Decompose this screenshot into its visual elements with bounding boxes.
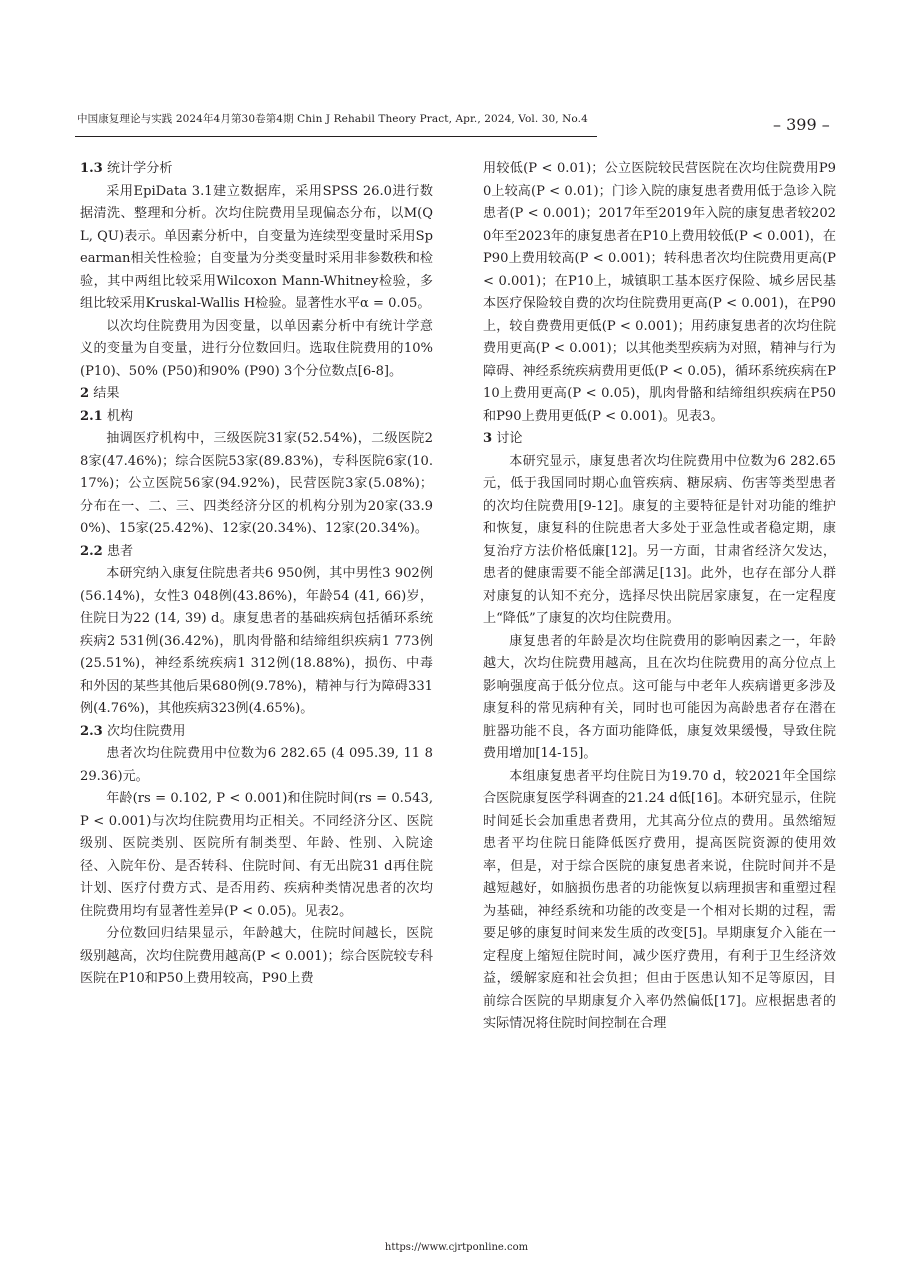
paragraph: 患者次均住院费用中位数为6 282.65 (4 095.39, 11 829.36)元。 [80, 746, 433, 784]
paragraph: 抽调医疗机构中，三级医院31家(52.54%)，二级医院28家(47.46%)；综合医院53家(89.83%)，专科医院6家(10.17%)；公立医院56家(94.92%)，民营医院3家(5.08%)；分布在一、二、三、四类经济分区的机构分别为20家(33.90%)、15家(25.42%)、12家(20.34%)、12家(20.34%)。 [80, 431, 433, 536]
section-title: 患者 [106, 543, 134, 559]
section-number: 2.1 [80, 408, 103, 424]
section-title: 结果 [93, 386, 120, 401]
header-rule [75, 136, 597, 137]
left-column [80, 158, 433, 991]
section-heading [483, 428, 836, 451]
section-heading [80, 158, 433, 181]
paragraph: 康复患者的年龄是次均住院费用的影响因素之一，年龄越大，次均住院费用越高，且在次均住院费用的高分位点上影响强度高于低分位点。这可能与中老年人疾病谱更多涉及康复科的常见病种有关，同时也可能因为高龄患者存在潜在脏器功能不良，各方面功能降低，康复效果缓慢，导致住院费用增加[14-15]。 [483, 633, 836, 761]
section-heading [80, 383, 433, 406]
section-number: 3 [483, 431, 493, 446]
section-title: 讨论 [496, 431, 523, 446]
paragraph: 以次均住院费用为因变量，以单因素分析中有统计学意义的变量为自变量，进行分位数回归。选取住院费用的10% (P10)、50% (P50)和90% (P90) 3个分位数点[6-8]。 [80, 318, 433, 379]
section-title: 机构 [106, 408, 134, 424]
paragraph-continuation: 用较低(P < 0.01)；公立医院较民营医院在次均住院费用P90上较高(P < 0.01)；门诊入院的康复患者费用低于急诊入院患者(P < 0.001)；2017年至2019年入院的康复患者较2020年至2023年的康复患者在P10上费用较低(P < 0.001)，在P90上费用较高(P < 0.001)；转科患者次均住院费用更高(P < 0.001)；在P10上，城镇职工基本医疗保险、城乡居民基本医疗保险较自费的次均住院费用更高(P < 0.001)，在P90上，较自费费用更低(P < 0.001)；用药康复患者的次均住院费用更高(P < 0.001)；以其他类型疾病为对照，精神与行为障碍、神经系统疾病费用更低(P < 0.05)，循环系统疾病在P10上费用更高(P < 0.05)，肌肉骨骼和结缔组织疾病在P50和P90上费用更低(P < 0.001)。见表3。 [483, 161, 836, 424]
footer-url[interactable]: https://www.cjrtponline.com [384, 1242, 529, 1253]
section-number: 1.3 [80, 161, 103, 176]
section-title: 统计学分析 [106, 161, 173, 176]
right-column [483, 158, 836, 1036]
section-number: 2 [80, 386, 90, 401]
paragraph: 本组康复患者平均住院日为19.70 d，较2021年全国综合医院康复医学科调查的21.24 d低[16]。本研究显示，住院时间延长会加重患者费用，尤其高分位点的费用。虽然缩短患者平均住院日能降低医疗费用，提高医院资源的使用效率，但是，对于综合医院的康复患者来说，住院时间并不是越短越好，如脑损伤患者的功能恢复以病理损害和重塑过程为基础，神经系统和功能的改变是一个相对长期的过程，需要足够的康复时间来发生质的改变[5]。早期康复介入能在一定程度上缩短住院时间，减少医疗费用，有利于卫生经济效益，缓解家庭和社会负担；但由于医患认知不足等原因，目前综合医院的早期康复介入率仍然偏低[17]。应根据患者的实际情况将住院时间控制在合理 [483, 768, 836, 1031]
paragraph: 本研究显示，康复患者次均住院费用中位数为6 282.65元，低于我国同时期心血管疾病、糖尿病、伤害等类型患者的次均住院费用[9-12]。康复的主要特征是针对功能的维护和恢复，康复科的住院患者大多处于亚急性或者稳定期，康复治疗方法价格低廉[12]。另一方面，甘肃省经济欠发达，患者的健康需要不能全部满足[13]。此外，也存在部分人群对康复的认知不充分，选择尽快出院居家康复，在一定程度上“降低”了康复的次均住院费用。 [483, 453, 836, 626]
section-heading [80, 406, 433, 429]
running-header: 中国康复理论与实践 2024年4月第30卷第4期 Chin J Rehabil Theory Pract, Apr., 2024, Vol. 30, No.4 [77, 113, 588, 125]
paragraph: 年龄(rs = 0.102, P < 0.001)和住院时间(rs = 0.543, P < 0.001)与次均住院费用均正相关。不同经济分区、医院级别、医院类别、医院所有制类型、年龄、性别、入院途径、入院年份、是否转科、住院时间、有无出院31 d再住院计划、医疗付费方式、是否用药、疾病种类情况患者的次均住院费用均有显著性差异(P < 0.05)。见表2。 [80, 791, 433, 919]
section-number: 2.3 [80, 723, 103, 739]
paragraph: 本研究纳入康复住院患者共6 950例，其中男性3 902例(56.14%)，女性3 048例(43.86%)，年龄54 (41, 66)岁，住院日为22 (14, 39) d。康复患者的基础疾病包括循环系统疾病2 531例(36.42%)，肌肉骨骼和结缔组织疾病1 773例(25.51%)，神经系统疾病1 312例(18.88%)，损伤、中毒和外因的某些其他后果680例(9.78%)，精神与行为障碍331例(4.76%)，其他疾病323例(4.65%)。 [80, 566, 433, 716]
section-title: 次均住院费用 [106, 723, 186, 739]
page-number: – 399 – [773, 115, 830, 134]
section-heading [80, 541, 433, 564]
paragraph: 采用EpiData 3.1建立数据库，采用SPSS 26.0进行数据清洗、整理和分析。次均住院费用呈现偏态分布，以M(QL, QU)表示。单因素分析中，自变量为连续型变量时采用Spearman相关性检验；自变量为分类变量时采用非参数秩和检验，其中两组比较采用Wilcoxon Mann-Whitney检验，多组比较采用Kruskal-Wallis H检验。显著性水平α = 0.05。 [80, 183, 433, 311]
paragraph: 分位数回归结果显示，年龄越大，住院时间越长，医院级别越高，次均住院费用越高(P < 0.001)；综合医院较专科医院在P10和P50上费用较高，P90上费 [80, 926, 433, 986]
section-number: 2.2 [80, 543, 103, 559]
section-heading [80, 721, 433, 744]
